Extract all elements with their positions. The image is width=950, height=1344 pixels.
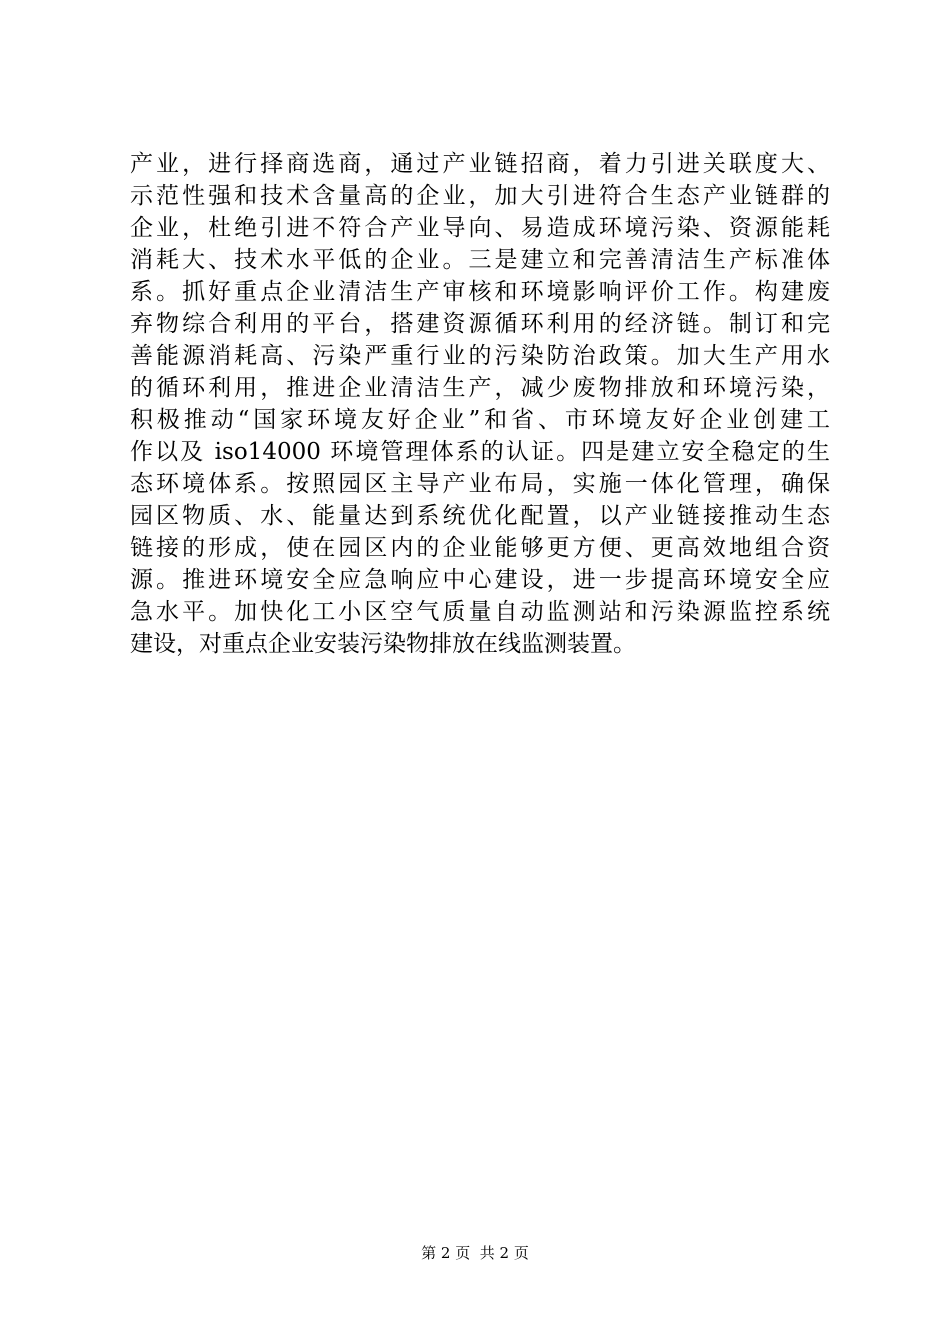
paragraph-line: 系。抓好重点企业清洁生产审核和环境影响评价工作。构建废 bbox=[130, 279, 830, 305]
paragraph-line: 链接的形成，使在园区内的企业能够更方便、更高效地组合资 bbox=[130, 535, 830, 561]
paragraph-line: 积极推动“国家环境友好企业”和省、市环境友好企业创建工 bbox=[130, 407, 830, 433]
paragraph-line: 作以及 iso14000 环境管理体系的认证。四是建立安全稳定的生 bbox=[130, 439, 830, 465]
paragraph-line: 建设，对重点企业安装污染物排放在线监测装置。 bbox=[130, 631, 636, 657]
paragraph-line: 的循环利用，推进企业清洁生产，减少废物排放和环境污染， bbox=[130, 375, 830, 401]
paragraph-line: 善能源消耗高、污染严重行业的污染防治政策。加大生产用水 bbox=[130, 343, 830, 369]
paragraph-line: 急水平。加快化工小区空气质量自动监测站和污染源监控系统 bbox=[130, 599, 830, 625]
paragraph-line: 消耗大、技术水平低的企业。三是建立和完善清洁生产标准体 bbox=[130, 247, 830, 273]
paragraph-line: 弃物综合利用的平台，搭建资源循环利用的经济链。制订和完 bbox=[130, 311, 830, 337]
paragraph-line: 园区物质、水、能量达到系统优化配置，以产业链接推动生态 bbox=[130, 503, 830, 529]
paragraph-line: 企业，杜绝引进不符合产业导向、易造成环境污染、资源能耗 bbox=[130, 215, 830, 241]
page-number-footer: 第 2 页 共 2 页 bbox=[421, 1244, 529, 1262]
body-paragraph bbox=[130, 148, 830, 660]
paragraph-line: 产业，进行择商选商，通过产业链招商，着力引进关联度大、 bbox=[130, 151, 830, 177]
paragraph-line: 示范性强和技术含量高的企业，加大引进符合生态产业链群的 bbox=[130, 183, 830, 209]
paragraph-line: 源。推进环境安全应急响应中心建设，进一步提高环境安全应 bbox=[130, 567, 830, 593]
paragraph-line: 态环境体系。按照园区主导产业布局，实施一体化管理，确保 bbox=[130, 471, 830, 497]
